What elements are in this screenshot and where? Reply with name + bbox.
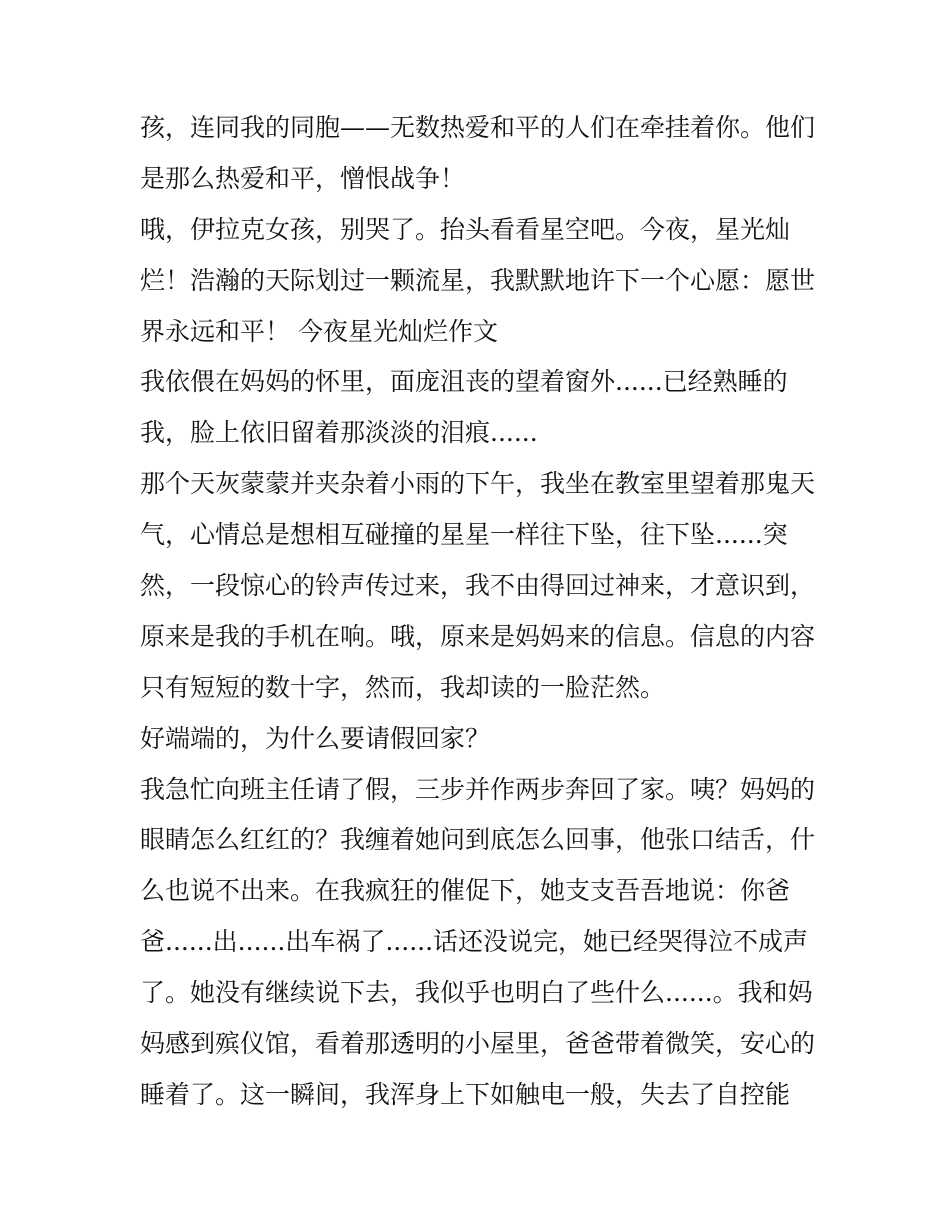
text-line: 我，脸上依旧留着那淡淡的泪痕...... [140,418,538,448]
text-line: 是那么热爱和平，憎恨战争！ [140,163,466,193]
text-line: 界永远和平！ 今夜星光灿烂作文 [140,316,498,346]
text-line: 我依偎在妈妈的怀里，面庞沮丧的望着窗外......已经熟睡的 [140,367,788,397]
text-line: 么也说不出来。在我疯狂的催促下，她支支吾吾地说：你爸 [140,876,791,906]
text-line: 爸......出......出车祸了......话还没说完，她已经哭得泣不成声 [140,927,809,957]
text-line: 只有短短的数十字，然而，我却读的一脸茫然。 [140,672,666,702]
text-line: 睡着了。这一瞬间，我浑身上下如触电一般，失去了自控能 [140,1079,791,1109]
text-line: 烂！浩瀚的天际划过一颗流星，我默默地许下一个心愿：愿世 [140,265,816,295]
body-text [140,103,820,1121]
text-line: 好端端的，为什么要请假回家？ [140,723,491,753]
text-line: 我急忙向班主任请了假，三步并作两步奔回了家。咦？妈妈的 [140,774,816,804]
text-line: 了。她没有继续说下去，我似乎也明白了些什么......。我和妈 [140,978,813,1008]
text-line: 孩，连同我的同胞——无数热爱和平的人们在牵挂着你。他们 [140,113,816,142]
text-line: 气，心情总是想相互碰撞的星星一样往下坠，往下坠......突 [140,520,788,550]
text-line: 那个天灰蒙蒙并夹杂着小雨的下午，我坐在教室里望着那鬼天 [140,469,816,499]
text-line: 哦，伊拉克女孩，别哭了。抬头看看星空吧。今夜，星光灿 [140,214,791,244]
text-line: 眼睛怎么红红的？我缠着她问到底怎么回事，他张口结舌，什 [140,825,816,855]
text-line: 然，一段惊心的铃声传过来，我不由得回过神来，才意识到， [140,571,816,601]
text-line: 原来是我的手机在响。哦，原来是妈妈来的信息。信息的内容 [140,621,816,651]
text-line: 妈感到殡仪馆，看着那透明的小屋里，爸爸带着微笑，安心的 [140,1029,816,1059]
